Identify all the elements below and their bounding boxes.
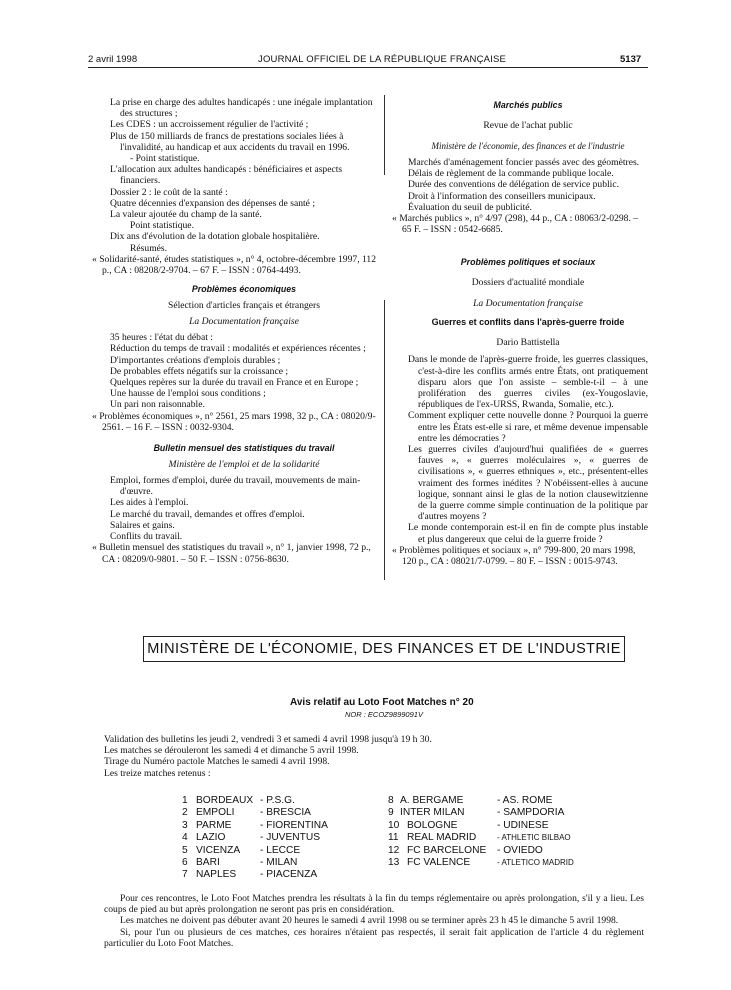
match-row: 7 NAPLES - PIACENZA: [182, 869, 318, 881]
paragraph: Le monde contemporain est-il en fin de compte plus instable et plus dangereux que celui de la guerre froide ?: [408, 522, 648, 545]
text-line: Les aides à l'emploi.: [110, 497, 189, 509]
section-title: Marchés publics: [493, 100, 563, 110]
reference-line: « Problèmes politiques et sociaux », n° 799-800, 20 mars 1998, 120 p., CA : 08021/7-0799. – 80 F. – ISSN : 0015-9743.: [392, 544, 636, 568]
avis-nor: NOR : ECOZ9899091V: [345, 710, 423, 719]
text-line: Durée des conventions de délégation de service public.: [408, 179, 619, 191]
text-line: La prise en charge des adultes handicapés : une inégale implantation des structures ;: [110, 97, 373, 120]
match-row: 13 FC VALENCE - ATLETICO MADRID: [388, 857, 574, 869]
section-subtitle: Sélection d'articles français et étrangers: [168, 300, 320, 312]
header-rule: [88, 67, 648, 68]
publisher: La Documentation française: [189, 316, 299, 328]
text-line: Les treize matches retenus :: [104, 767, 211, 779]
ministry-banner: MINISTÈRE DE L'ÉCONOMIE, DES FINANCES ET DE L'INDUSTRIE: [143, 636, 625, 662]
text-line: Quatre décennies d'expansion des dépenses de santé ;: [110, 197, 315, 209]
text-line: Un pari non raisonnable.: [110, 399, 205, 411]
text-line: Droit à l'information des conseillers municipaux.: [408, 190, 596, 202]
header-date: 2 avril 1998: [88, 54, 138, 65]
column-divider: [384, 300, 385, 580]
text-line: Les CDES : un accroissement régulier de l'activité ;: [110, 119, 309, 131]
article-author: Dario Battistella: [496, 337, 560, 349]
match-row: 12 FC BARCELONE - OVIEDO: [388, 844, 543, 856]
paragraph: Dans le monde de l'après-guerre froide, les guerres classiques, c'est-à-dire les conflits armés entre États, ont pratiquement disparu alors que l'on assiste – semble-t-il – à une prolifération des guerres civiles (ex-Yougoslavie, républiques de l'ex-URSS, Rwanda, Somalie, etc.).: [408, 354, 648, 411]
match-row: 6 BARI - MILAN: [182, 857, 298, 869]
section-title: Problèmes économiques: [191, 284, 297, 295]
section-title: Bulletin mensuel des statistiques du travail: [153, 443, 335, 454]
left-column: [92, 97, 378, 565]
text-line: Conflits du travail.: [110, 531, 183, 543]
header-journal-title: JOURNAL OFFICIEL DE LA RÉPUBLIQUE FRANÇAISE: [258, 54, 507, 65]
paragraph: Pour ces rencontres, le Loto Foot Matches prendra les résultats à la fin du temps réglementaire ou après prolongation, s'il y a lieu. Les coups de pied au but après prolongation ne seront pas pris en considération.: [104, 893, 644, 916]
section-subtitle: Dossiers d'actualité mondiale: [471, 277, 585, 289]
text-line: De probables effets négatifs sur la croissance ;: [110, 365, 289, 377]
match-row: 10 BOLOGNE - UDINESE: [388, 819, 549, 831]
paragraph: Si, pour l'un ou plusieurs de ces matches, ces horaires n'étaient pas respectés, il serait fait application de l'article 4 du règlement particulier du Loto Foot Matches.: [104, 926, 644, 949]
text-line: Délais de règlement de la commande publique locale.: [408, 168, 614, 180]
text-line: Évaluation du seuil de publicité.: [408, 201, 532, 213]
text-line: Réduction du temps de travail : modalités et expériences récentes ;: [110, 343, 366, 355]
match-row: 5 VICENZA - LECCE: [182, 844, 301, 856]
text-line: Une hausse de l'emploi sous conditions ;: [110, 388, 266, 400]
text-line: Quelques repères sur la durée du travail en France et en Europe ;: [110, 377, 359, 389]
text-line: Tirage du Numéro pactole Matches le samedi 4 avril 1998.: [104, 756, 330, 768]
section-title: Problèmes politiques et sociaux: [460, 257, 596, 268]
right-column: [392, 100, 648, 568]
match-row: 9 INTER MILAN - SAMPDORIA: [388, 807, 565, 819]
text-line: La valeur ajoutée du champ de la santé.: [110, 209, 262, 221]
text-line: Point statistique.: [130, 220, 194, 232]
column-divider: [384, 95, 385, 175]
reference-line: « Solidarité-santé, études statistiques », n° 4, octobre-décembre 1997, 112 p., CA : 08208/2-9704. – 67 F. – ISSN : 0764-4493.: [92, 253, 377, 277]
text-line: L'allocation aux adultes handicapés : bénéficiaires et aspects financiers.: [110, 164, 343, 187]
match-row: 4 LAZIO - JUVENTUS: [182, 832, 320, 844]
match-row: 2 EMPOLI - BRESCIA: [182, 807, 311, 819]
publisher: La Documentation française: [473, 298, 583, 310]
reference-line: « Bulletin mensuel des statistiques du travail », n° 1, janvier 1998, 72 p., CA : 08209/0-9801. – 50 F. – ISSN : 0756-8630.: [92, 542, 371, 565]
avis-intro: [104, 734, 644, 779]
text-line: Dossier 2 : le coût de la santé :: [110, 186, 228, 198]
text-line: Les matches se dérouleront les samedi 4 et dimanche 5 avril 1998.: [104, 745, 359, 757]
avis-footer: [104, 893, 644, 949]
text-line: D'importantes créations d'emplois durables ;: [110, 354, 281, 366]
avis-title: Avis relatif au Loto Foot Matches n° 20: [290, 697, 474, 708]
text-line: Marchés d'aménagement foncier passés avec des géomètres.: [408, 157, 640, 168]
match-row: 11 REAL MADRID - ATHLETIC BILBAO: [388, 832, 571, 844]
section-ministry: Ministère de l'économie, des finances et de l'industrie: [431, 141, 625, 151]
text-line: Salaires et gains.: [110, 519, 175, 531]
paragraph: Les matches ne doivent pas débuter avant 20 heures le samedi 4 avril 1998 ou se terminer après 23 h 45 le dimanche 5 avril 1998.: [120, 915, 619, 927]
match-row: 3 PARME - FIORENTINA: [182, 819, 328, 831]
matches-list-left: [182, 795, 328, 882]
paragraph: Comment expliquer cette nouvelle donne ? Pourquoi la guerre entre les États est-elle si rare, et même devenue impensable entre les démocraties ?: [408, 410, 648, 444]
text-line: - Point statistique.: [130, 153, 200, 165]
matches-list-right: [388, 795, 574, 869]
text-line: Validation des bulletins les jeudi 2, vendredi 3 et samedi 4 avril 1998 jusqu'à 19 h 30.: [104, 734, 432, 745]
text-line: Plus de 150 milliards de francs de prestations sociales liées à l'invalidité, au handicap et aux accidents du travail en 1996.: [110, 130, 350, 153]
text-line: 35 heures : l'état du débat :: [110, 332, 213, 344]
article-heading: Guerres et conflits dans l'après-guerre froide: [431, 317, 625, 328]
reference-line: « Marchés publics », n° 4/97 (298), 44 p., CA : 08063/2-0298. – 65 F. – ISSN : 0542-6685.: [392, 213, 639, 236]
header-page-number: 5137: [620, 54, 642, 65]
text-line: Résumés.: [130, 242, 168, 254]
paragraph: Les guerres civiles d'aujourd'hui qualifiées de « guerres fauves », « guerres moléculaires », « guerres de civilisations », « guerres ethniques », etc., présentent-elles vraiment des formes inédites ? N'obéissent-elles à aucune logique, sonnant ainsi le glas de la notion clausewitzienne de la guerre comme simple continuation de la politique par d'autres moyens ?: [408, 444, 648, 523]
text-line: Dix ans d'évolution de la dotation globale hospitalière.: [110, 231, 320, 243]
section-subtitle: Revue de l'achat public: [483, 120, 573, 131]
match-row: 1 BORDEAUX - P.S.G.: [182, 795, 295, 806]
match-row: 8 A. BERGAME - AS. ROME: [388, 795, 553, 806]
text-line: Le marché du travail, demandes et offres d'emploi.: [110, 508, 305, 520]
text-line: Emploi, formes d'emploi, durée du travail, mouvements de main-d'œuvre.: [110, 475, 361, 498]
section-subtitle: Ministère de l'emploi et de la solidarité: [168, 459, 320, 471]
reference-line: « Problèmes économiques », n° 2561, 25 mars 1998, 32 p., CA : 08020/9-2561. – 16 F. – ISSN : 0032-9304.: [92, 410, 376, 433]
